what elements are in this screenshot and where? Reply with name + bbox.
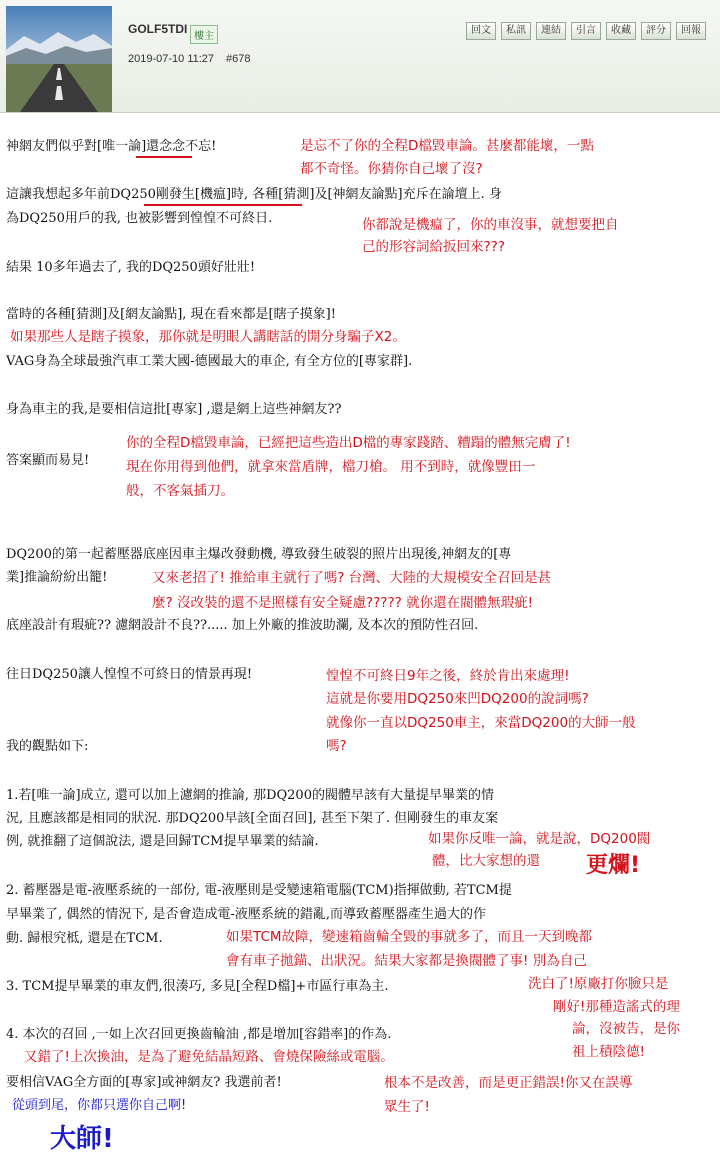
- annotation-text: 就像你一直以DQ250車主，來當DQ200的大師一般: [326, 715, 636, 731]
- post-text-line: 例, 就推翻了這個說法, 還是回歸TCM提早畢業的結論.: [6, 834, 319, 849]
- annotation-text: 如果你反唯一論，就是說，DQ200閥: [428, 831, 651, 847]
- annotation-text: 你都說是機瘟了，你的車沒事，就想要把自: [362, 217, 619, 233]
- annotation-emphasis: 更爛!: [586, 853, 641, 878]
- annotation-text: 現在你用得到他們，就拿來當盾牌，檔刀槍。 用不到時，就像豐田一: [126, 459, 536, 475]
- post-text-line: 往日DQ250讓人惶惶不可終日的情景再現!: [6, 667, 253, 682]
- annotation-text: 惶惶不可終日9年之後，終於肯出來處理!: [326, 668, 570, 684]
- link-button[interactable]: 連結: [536, 22, 566, 40]
- post-text-line: 結果 10多年過去了, 我的DQ250頭好壯壯!: [6, 260, 256, 275]
- annotation-text: 眾生了!: [384, 1099, 430, 1115]
- annotation-text: 會有車子拋錨、出狀況。結果大家都是換閥體了事! 別為自己: [226, 953, 587, 969]
- annotation-text: 剛好!那種造謠式的理: [553, 999, 680, 1015]
- post-text-line: 我的觀點如下:: [6, 739, 89, 754]
- post-text-line: 為DQ250用戶的我, 也被影響到惶惶不可終日.: [6, 211, 273, 226]
- post-text-line: 身為車主的我,是要相信這批[專家] ,還是網上這些神網友??: [6, 402, 342, 417]
- annotation-text: 都不奇怪。你猜你自己壞了沒?: [300, 161, 483, 177]
- post-action-bar: [466, 22, 706, 40]
- avatar[interactable]: [6, 6, 112, 112]
- post-text-line: VAG身為全球最強汽車工業大國-德國最大的車企, 有全方位的[專家群].: [6, 354, 413, 369]
- post-text-line: 答案顯而易見!: [6, 453, 90, 468]
- post-date: 2019-07-10 11:27: [128, 53, 215, 65]
- annotation-text: 己的形容詞給扳回來???: [362, 239, 505, 255]
- annotation-text: 這就是你要用DQ250來凹DQ200的說詞嗎?: [326, 691, 589, 707]
- annotation-text: 是忘不了你的全程D檔毀車論。甚麼都能壞，一點: [300, 138, 594, 154]
- post-text-line: DQ200的第一起蓄壓器底座因車主爆改發動機, 導致發生破裂的照片出現後,神網友的[專: [6, 547, 512, 562]
- annotation-text: 麼? 沒改裝的還不是照樣有安全疑慮????? 就你還在閥體無瑕疵!: [152, 595, 533, 611]
- author-name[interactable]: GOLF5TDI: [128, 22, 188, 36]
- post-text-line: 這讓我想起多年前DQ250剛發生[機瘟]時, 各種[猜測]及[神網友論點]充斥在論壇上. 身: [6, 187, 502, 202]
- post-text-line: 2. 蓄壓器是電-液壓系統的一部份, 電-液壓則是受變速箱電腦(TCM)指揮做動, 若TCM提: [6, 883, 512, 898]
- op-badge: 樓主: [190, 25, 218, 44]
- annotation-text: 般，不客氣插刀。: [126, 483, 234, 499]
- favorite-button[interactable]: 收藏: [606, 22, 636, 40]
- annotation-text: 體，比大家想的還: [432, 853, 540, 869]
- annotation-text: 如果那些人是瞎子摸象，那你就是明眼人講瞎話的開分身騙子X2。: [10, 329, 406, 345]
- quote-button[interactable]: 引言: [571, 22, 601, 40]
- annotation-text: 如果TCM故障，變速箱齒輪全毀的事就多了，而且一天到晚都: [226, 929, 593, 945]
- annotation-text: 嗎?: [326, 738, 347, 754]
- annotation-text: 祖上積陰德!: [572, 1044, 645, 1060]
- post-text-line: 3. TCM提早畢業的車友們,很湊巧, 多見[全程D檔]+市區行車為主.: [6, 979, 389, 994]
- post-text-line: 要相信VAG全方面的[專家]或神網友? 我選前者!: [6, 1075, 282, 1090]
- annotation-text: 又錯了!上次換油，是為了避免結晶短路、會燒保險絲或電腦。: [24, 1049, 394, 1065]
- post-text-line: 4. 本次的召回 ,一如上次召回更換齒輪油 ,都是增加[容錯率]的作為.: [6, 1027, 392, 1042]
- post-floor-number[interactable]: #678: [226, 53, 251, 65]
- underline-mark: [144, 204, 302, 206]
- report-button[interactable]: 回報: [676, 22, 706, 40]
- annotation-text: 又來老招了! 推給車主就行了嗎? 台灣、大陸的大規模安全召回是甚: [152, 570, 552, 586]
- annotation-text: 你的全程D檔毀車論，已經把這些造出D檔的專家踐踏、糟蹋的體無完膚了!: [126, 435, 571, 451]
- annotation-text: 洗白了!原廠打你臉只是: [528, 976, 669, 992]
- annotation-blue-emphasis: 大師!: [50, 1124, 114, 1154]
- post-text-line: 當時的各種[猜測]及[網友論點], 現在看來都是[瞎子摸象]!: [6, 307, 336, 322]
- avatar-road-image: [6, 6, 112, 112]
- post-header: [0, 0, 720, 113]
- annotation-blue-text: 從頭到尾，你都只選你自己啊!: [12, 1098, 187, 1113]
- reply-button[interactable]: 回文: [466, 22, 496, 40]
- annotation-text: 論，沒被告，是你: [572, 1021, 680, 1037]
- rate-button[interactable]: 評分: [641, 22, 671, 40]
- post-text-line: 神網友們似乎對[唯一論]還念念不忘!: [6, 139, 217, 154]
- post-text-line: 況, 且應該都是相同的狀況. 那DQ200早該[全面召回], 甚至下架了. 但剛發生的車友案: [6, 811, 499, 826]
- underline-mark: [136, 156, 192, 158]
- post-text-line: 業]推論紛紛出籠!: [6, 570, 108, 585]
- post-text-line: 早畢業了, 偶然的情況下, 是否會造成電-液壓系統的錯亂,而導致蓄壓器產生過大的作: [6, 907, 487, 922]
- post-text-line: 動. 歸根究柢, 還是在TCM.: [6, 931, 163, 946]
- post-text-line: 底座設計有瑕疵?? 濾網設計不良??..... 加上外廠的推波助瀾, 及本次的預防性召回.: [6, 618, 479, 633]
- private-message-button[interactable]: 私訊: [501, 22, 531, 40]
- post-text-line: 1.若[唯一論]成立, 還可以加上濾網的推論, 那DQ200的閥體早該有大量提早畢業的情: [6, 788, 494, 803]
- annotation-text: 根本不是改善，而是更正錯誤!你又在誤導: [384, 1075, 633, 1091]
